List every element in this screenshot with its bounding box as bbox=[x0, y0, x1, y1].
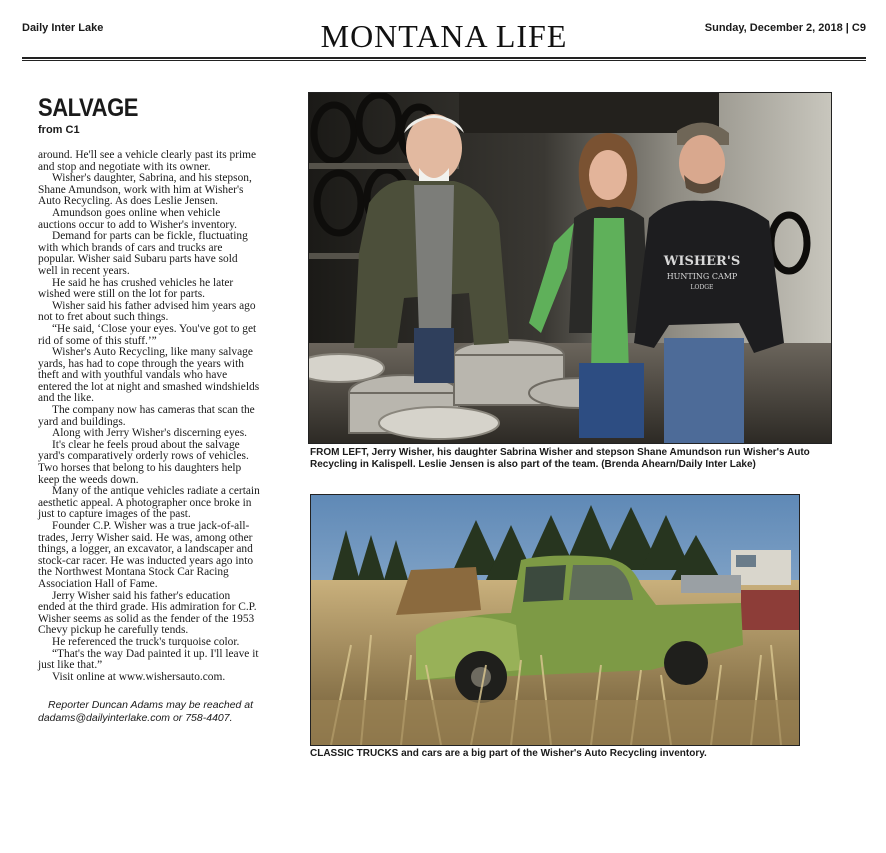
header-rule-thin bbox=[22, 60, 866, 61]
jump-line: from C1 bbox=[38, 124, 80, 136]
photo-wisher-family bbox=[308, 92, 832, 444]
paragraph: Jerry Wisher said his father's education ended at the third grade. His admiration for C.P. Wisher seems as solid as the fender of the 1953 Chevy pickup he carefully tends. bbox=[38, 589, 257, 637]
paragraph: Visit online at www.wishersauto.com. bbox=[52, 670, 226, 683]
paragraph: Wisher's daughter, Sabrina, and his stepson, Shane Amundson, work with him at Wisher's Auto Recycling. As does Leslie Jensen. bbox=[38, 172, 252, 208]
paragraph: He referenced the truck's turquoise color. bbox=[52, 635, 240, 648]
paragraph: He said he has crushed vehicles he later wished were still on the lot for parts. bbox=[38, 276, 234, 301]
paragraph: “That's the way Dad painted it up. I'll leave it just like that.” bbox=[38, 647, 259, 672]
paragraph: It's clear he feels proud about the salvage yard's comparatively orderly rows of vehicles. Two horses that belong to his daughters help keep the weeds down. bbox=[38, 438, 249, 486]
paragraph: Many of the antique vehicles radiate a certain aesthetic appeal. A photographer once broke in just to capture images of the past. bbox=[38, 485, 260, 521]
header-rule bbox=[22, 57, 866, 59]
paragraph: The company now has cameras that scan the yard and buildings. bbox=[38, 404, 255, 428]
hoodie-logo-text: WISHER'S bbox=[663, 254, 741, 269]
paragraph: Wisher said his father advised him years ago not to fret about such things. bbox=[38, 299, 256, 324]
newspaper-name: Daily Inter Lake bbox=[22, 22, 104, 34]
paragraph: around. He'll see a vehicle clearly past its prime and stop and negotiate with its owner. bbox=[38, 149, 257, 173]
headline: SALVAGE bbox=[38, 94, 139, 122]
paragraph: “He said, ‘Close your eyes. You've got to get rid of some of this stuff.’” bbox=[38, 322, 257, 347]
paragraph: Founder C.P. Wisher was a true jack-of-all-trades, Jerry Wisher said. He was, among other things, a logger, an excavator, a landscaper and stock-car racer. He was inducted years ago into the Northwest Montana Stock Car Racing Association Hall of Fame. bbox=[38, 520, 254, 590]
article-column bbox=[38, 94, 260, 724]
paragraph: Amundson goes online when vehicle auctions occur to add to Wisher's inventory. bbox=[38, 206, 237, 231]
paragraph: Along with Jerry Wisher's discerning eyes. bbox=[52, 427, 247, 440]
photo2-caption: CLASSIC TRUCKS and cars are a big part of the Wisher's Auto Recycling inventory. bbox=[310, 748, 707, 759]
photo-classic-trucks bbox=[310, 494, 800, 746]
section-title: MONTANA LIFE bbox=[320, 18, 568, 54]
paragraph: Wisher's Auto Recycling, like many salvage yards, has had to cope through the years with theft and with youthful vandals who have entered the lot at night and smashed windshields and the like. bbox=[38, 346, 260, 405]
hoodie-logo-lodge: LODGE bbox=[690, 284, 714, 291]
reporter-signoff: Reporter Duncan Adams may be reached at dadams@dailyinterlake.com or 758-4407. bbox=[38, 699, 254, 724]
dateline: Sunday, December 2, 2018 | C9 bbox=[704, 22, 866, 34]
hoodie-logo-subtext: HUNTING CAMP bbox=[666, 272, 738, 281]
article-body bbox=[38, 150, 260, 683]
photo1-caption: FROM LEFT, Jerry Wisher, his daughter Sabrina Wisher and stepson Shane Amundson run Wisher's Auto Recycling in Kalispell. Leslie Jensen is also part of the team. (Brenda Ahearn/Daily Inter Lake) bbox=[310, 447, 810, 470]
masthead bbox=[22, 14, 866, 60]
paragraph: Demand for parts can be fickle, fluctuating with which brands of cars and trucks are popular. Wisher said Subaru parts have sold well in recent years. bbox=[38, 230, 248, 277]
